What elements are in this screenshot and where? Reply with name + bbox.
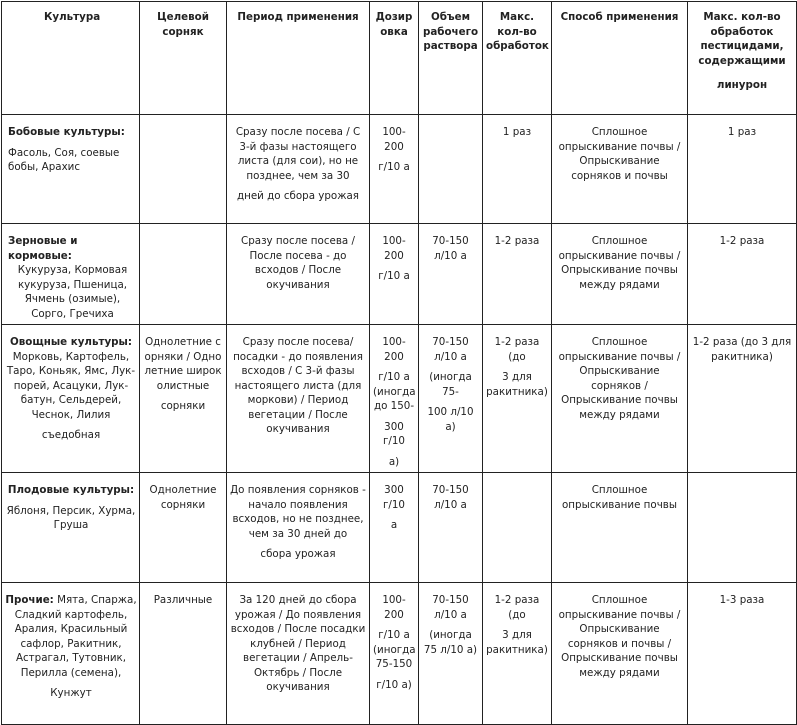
crop-group: Зерновые и кормовые: bbox=[8, 235, 78, 262]
max-value: 1-2 раза (до bbox=[494, 336, 540, 363]
method-cell: Сплошное опрыскивание почвы / Опрыскивание сорняков и почвы bbox=[552, 115, 688, 224]
period-cell bbox=[227, 473, 370, 583]
dose-unit: а bbox=[390, 519, 398, 531]
max-cell: 1 раз bbox=[483, 115, 552, 224]
table-row bbox=[2, 325, 797, 473]
volume-value: 70-150 л/10 а bbox=[432, 594, 469, 621]
dose-value: 300 г/10 bbox=[383, 484, 405, 511]
volume-value: 70-150 л/10 а bbox=[432, 336, 469, 363]
crop-list: Яблоня, Персик, Хурма, Груша bbox=[6, 504, 136, 531]
weed-text: Однолетние сорняки / Однолетние широколистные bbox=[144, 336, 222, 392]
linuron-cell: 1-2 раза (до 3 для ракитника) bbox=[688, 325, 797, 473]
table-row bbox=[2, 115, 797, 224]
dose-cell bbox=[370, 325, 419, 473]
volume-cell: 70-150 л/10 а bbox=[419, 224, 483, 325]
linuron-cell: 1-2 раза bbox=[688, 224, 797, 325]
max-note: 3 для ракитника) bbox=[486, 629, 548, 656]
header-volume: Объем рабочего раствора bbox=[419, 2, 483, 115]
dose-cell bbox=[370, 115, 419, 224]
crop-cell bbox=[2, 583, 140, 725]
dose-alt-unit: а) bbox=[388, 455, 400, 468]
dose-cell bbox=[370, 583, 419, 725]
max-note: 3 для ракитника) bbox=[486, 371, 548, 398]
crop-note: съедобная bbox=[41, 429, 101, 441]
max-cell: 1-2 раза bbox=[483, 224, 552, 325]
table-row bbox=[2, 473, 797, 583]
crop-group: Плодовые культуры: bbox=[7, 484, 135, 496]
linuron-cell: 1-3 раза bbox=[688, 583, 797, 725]
period-text: До появления сорняков - начало появления всходов, но не позднее, чем за 30 дней до bbox=[230, 484, 366, 540]
volume-cell bbox=[419, 325, 483, 473]
max-cell bbox=[483, 325, 552, 473]
dose-unit: г/10 а (иногда 75-150 bbox=[373, 629, 416, 670]
crop-group: Овощные культуры: bbox=[10, 336, 132, 348]
max-value: 1-2 раза (до bbox=[494, 594, 540, 621]
crop-cell bbox=[2, 325, 140, 473]
period-text-2: сбора урожая bbox=[260, 548, 336, 560]
crop-list: Морковь, Картофель, Таро, Коньяк, Ямс, Лук-порей, Асацуки, Лук-батун, Сельдерей, Чеснок, Лилия bbox=[6, 350, 136, 421]
volume-alt-value: 100 л/10 а) bbox=[427, 406, 474, 433]
volume-alt: (иногда 75 л/10 а) bbox=[423, 629, 478, 656]
linuron-cell bbox=[688, 473, 797, 583]
period-text-2: дней до сбора урожая bbox=[237, 190, 359, 202]
crop-cell bbox=[2, 115, 140, 224]
header-dose: Дозировка bbox=[370, 2, 419, 115]
header-linuron bbox=[688, 2, 797, 115]
crop-group: Бобовые культуры: bbox=[8, 126, 125, 138]
dose-unit: г/10 а (иногда до 150- bbox=[373, 371, 416, 412]
header-crop: Культура bbox=[2, 2, 140, 115]
method-cell: Сплошное опрыскивание почвы / Опрыскивание сорняков / Опрыскивание почвы между рядами bbox=[552, 325, 688, 473]
period-cell: Сразу после посева/ посадки - до появления всходов / С 3-й фазы настоящего листа (для моркови) / Период вегетации / После окучивания bbox=[227, 325, 370, 473]
crop-list: Фасоль, Соя, соевые бобы, Арахис bbox=[8, 146, 120, 173]
method-cell: Сплошное опрыскивание почвы bbox=[552, 473, 688, 583]
weed-cell bbox=[140, 224, 227, 325]
header-weed: Целевой сорняк bbox=[140, 2, 227, 115]
weed-cell bbox=[140, 115, 227, 224]
dose-cell bbox=[370, 224, 419, 325]
crop-note: Кунжут bbox=[50, 687, 92, 699]
table-row bbox=[2, 224, 797, 325]
method-cell: Сплошное опрыскивание почвы / Опрыскивание сорняков и почвы / Опрыскивание почвы между рядами bbox=[552, 583, 688, 725]
crop-group: Прочие: bbox=[5, 594, 54, 606]
linuron-cell: 1 раз bbox=[688, 115, 797, 224]
header-max: Макс. кол-во обработок bbox=[483, 2, 552, 115]
header-period: Период применения bbox=[227, 2, 370, 115]
crop-cell bbox=[2, 473, 140, 583]
period-cell: Сразу после посева / После посева - до всходов / После окучивания bbox=[227, 224, 370, 325]
header-row bbox=[2, 2, 797, 115]
dose-alt: 300 г/10 bbox=[383, 420, 405, 447]
weed-cell: Однолетние сорняки bbox=[140, 473, 227, 583]
volume-alt: (иногда 75- bbox=[429, 371, 472, 398]
period-text: Сразу после посева / С 3-й фазы настоящего листа (для сои), но не позднее, чем за 30 bbox=[235, 126, 361, 182]
volume-cell bbox=[419, 583, 483, 725]
volume-cell: 70-150 л/10 а bbox=[419, 473, 483, 583]
crop-list: Кукуруза, Кормовая кукуруза, Пшеница, Ячмень (озимые), Сорго, Гречиха bbox=[17, 264, 128, 320]
dose-unit: г/10 а bbox=[378, 161, 410, 173]
period-cell bbox=[227, 115, 370, 224]
dose-unit: г/10 а bbox=[378, 270, 410, 282]
weed-text-2: сорняки bbox=[160, 400, 206, 412]
weed-cell bbox=[140, 325, 227, 473]
table-row bbox=[2, 583, 797, 725]
dose-value: 100-200 bbox=[382, 336, 406, 363]
dose-alt: г/10 а) bbox=[376, 678, 412, 691]
dose-value: 100-200 bbox=[382, 126, 406, 153]
header-linuron-substance: линурон bbox=[716, 79, 768, 91]
header-method: Способ применения bbox=[552, 2, 688, 115]
period-cell: За 120 дней до сбора урожая / До появления всходов / После посадки клубней / Период вегетации / Апрель-Октябрь / После окучивания bbox=[227, 583, 370, 725]
max-cell bbox=[483, 583, 552, 725]
dose-value: 100-200 bbox=[382, 594, 406, 621]
crop-cell bbox=[2, 224, 140, 325]
header-linuron-text: Макс. кол-во обработок пестицидами, содержащими bbox=[698, 11, 786, 67]
weed-cell: Различные bbox=[140, 583, 227, 725]
crop-list: Мята, Спаржа, Сладкий картофель, Аралия, Красильный сафлор, Ракитник, Астрагал, Тутовник, Перилла (семена), bbox=[14, 594, 137, 679]
method-cell: Сплошное опрыскивание почвы / Опрыскивание почвы между рядами bbox=[552, 224, 688, 325]
dose-cell bbox=[370, 473, 419, 583]
herbicide-table bbox=[1, 1, 797, 725]
dose-value: 100-200 bbox=[382, 235, 406, 262]
volume-cell bbox=[419, 115, 483, 224]
max-cell bbox=[483, 473, 552, 583]
